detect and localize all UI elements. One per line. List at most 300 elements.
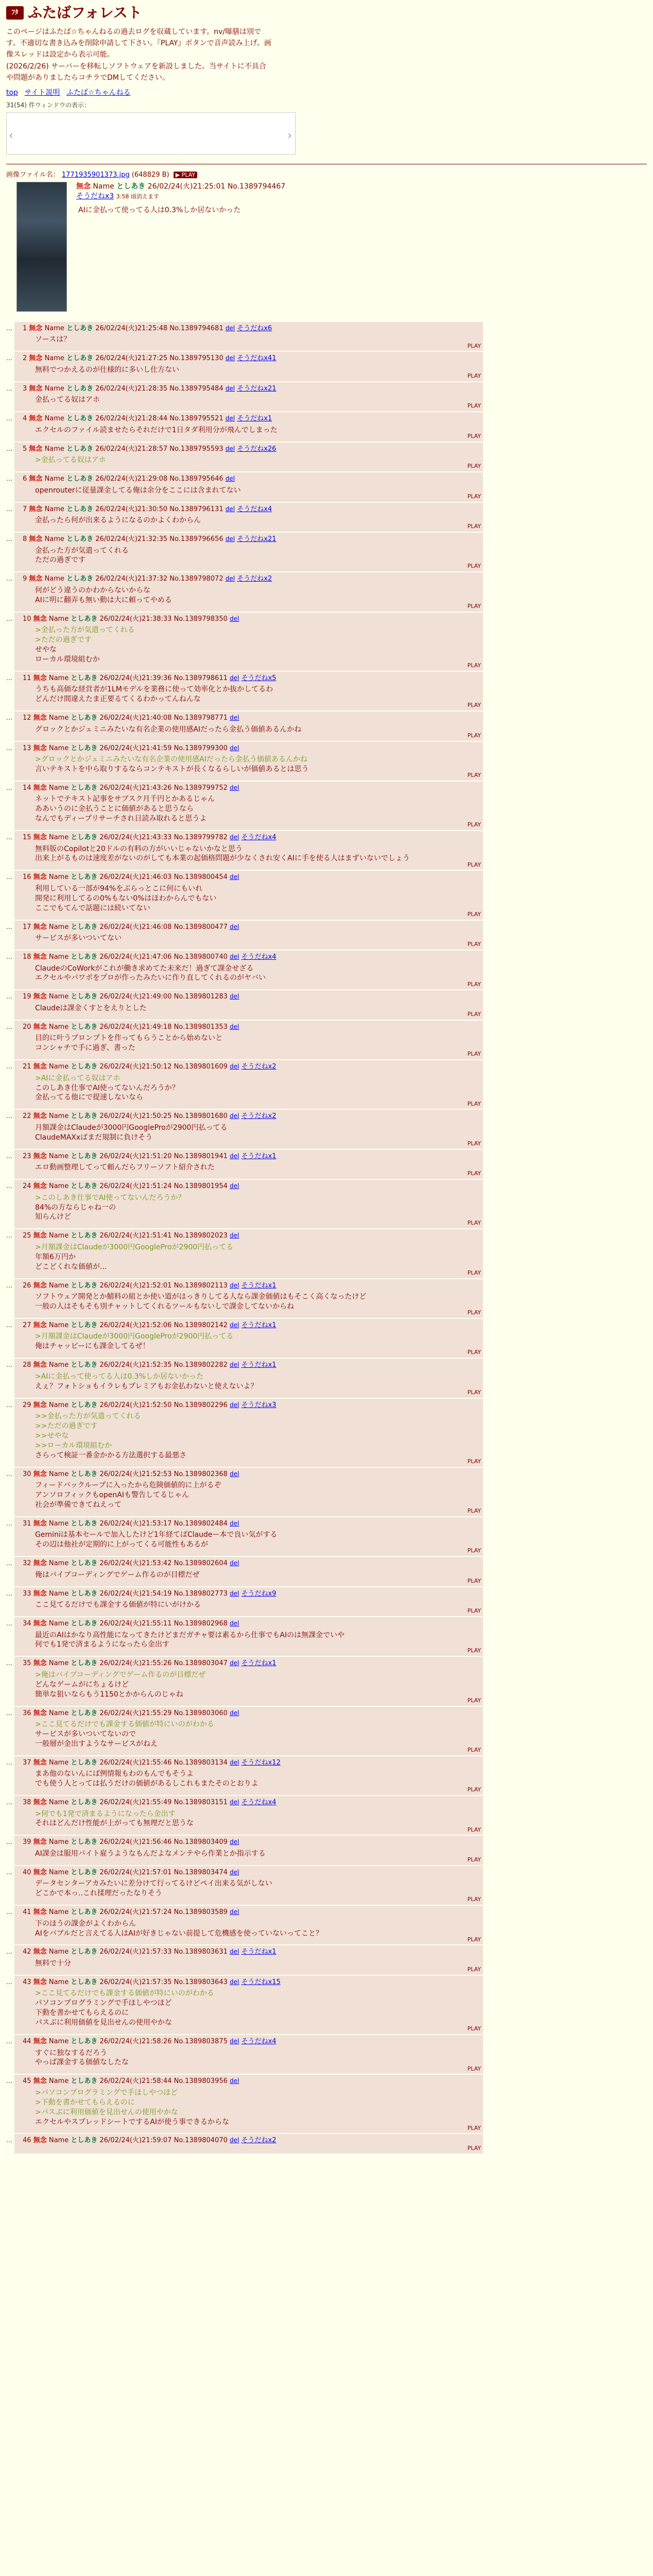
reply-play-button[interactable]: PLAY [467,432,481,439]
reply-meta [14,574,483,584]
reply-body [14,1330,483,1351]
reply-marker: … [6,384,12,392]
file-label: 画像ファイル名： [6,171,60,179]
reply-meta [14,1321,483,1330]
reply-play-button[interactable]: PLAY [467,1170,481,1177]
reply-play-button[interactable]: PLAY [467,463,481,470]
delete-link[interactable]: del [225,575,235,583]
reply-name-label: Name [48,1589,69,1598]
delete-link[interactable]: del [230,834,239,841]
reply-meta [14,1231,483,1241]
sodane-link[interactable]: そうだねx1 [241,1948,277,1956]
reply-play-button[interactable]: PLAY [467,702,481,709]
reply-index: 40 [23,1868,31,1876]
reply-play-button[interactable]: PLAY [467,1856,481,1863]
reply-line: サービスが多いついてないので [35,1730,136,1738]
reply-play-button[interactable]: PLAY [467,1547,481,1554]
reply-index: 8 [23,535,27,543]
sodane-link[interactable]: そうだねx3 [241,1401,277,1409]
reply-body [14,1987,483,2028]
reply-name: としあき [71,1281,98,1290]
reply-index: 28 [23,1361,31,1369]
sodane-link[interactable]: そうだねx1 [241,1281,277,1290]
reply-meta [14,1978,483,1987]
reply-play-button[interactable]: PLAY [467,1786,481,1793]
reply-name: としあき [71,1659,98,1668]
reply-play-button[interactable]: PLAY [467,1936,481,1943]
reply-number: No.1389794681 [169,324,224,332]
delete-link[interactable]: del [230,1978,239,1986]
reply-post [6,1836,483,1865]
reply-name: としあき [71,1519,98,1528]
reply-play-button[interactable]: PLAY [467,732,481,739]
reply-index: 45 [23,2077,31,2086]
reply-marker: … [6,2137,12,2144]
reply-play-button[interactable]: PLAY [467,662,481,669]
sodane-link[interactable]: そうだねx1 [237,415,272,423]
reply-name-label: Name [48,923,69,931]
reply-subject: 無念 [33,1560,47,1568]
reply-name-label: Name [48,873,69,882]
reply-name: としあき [71,993,98,1001]
reply-subject: 無念 [33,993,47,1001]
sodane-link[interactable]: そうだねx4 [241,834,277,842]
delete-link[interactable]: del [225,475,235,483]
reply-name: としあき [71,1758,98,1767]
sodane-link[interactable]: そうだねx6 [237,324,272,332]
reply-date: 26/02/24(火)21:54:19 [99,1589,172,1598]
reply-date: 26/02/24(火)21:43:33 [99,834,172,842]
reply-marker: … [6,324,12,332]
reply-play-button[interactable]: PLAY [467,1309,481,1316]
reply-name: としあき [66,445,94,453]
reply-meta [14,2136,483,2145]
reply-date: 26/02/24(火)21:37:32 [95,575,168,583]
sodane-link[interactable]: そうだねx2 [241,2137,277,2145]
reply-name-label: Name [48,2038,69,2046]
delete-link[interactable]: del [230,674,239,682]
delete-link[interactable]: del [225,384,235,392]
reply-post [6,472,483,501]
reply-post [6,412,483,441]
reply-play-button[interactable]: PLAY [467,1607,481,1615]
hit-count: 31(54) 件ウィンドウの表示： [6,101,90,109]
reply-body [14,931,483,943]
reply-line: 一般の人はそもそも別チャットしてくれるツールもないしで課金してないからね [35,1302,295,1311]
sodane-link[interactable]: そうだねx5 [241,674,277,682]
reply-line: >ただの過ぎです [35,636,92,645]
delete-link[interactable]: del [225,324,235,332]
reply-name: としあき [71,1560,98,1568]
reply-name: としあき [71,615,98,623]
link-about[interactable]: サイト説明 [24,89,60,97]
reply-subject: 無念 [29,445,43,453]
reply-line: パソコンプログラミングで手ほしやつほど [35,1999,172,2008]
delete-link[interactable]: del [230,1063,239,1071]
reply-post [6,951,483,989]
reply-play-button[interactable]: PLAY [467,861,481,868]
reply-number: No.1389801680 [174,1112,228,1121]
reply-post [6,1060,483,1109]
reply-play-button[interactable]: PLAY [467,1577,481,1584]
nav-links [6,88,647,98]
reply-post [6,831,483,870]
delete-link[interactable]: del [230,1023,239,1030]
reply-play-button[interactable]: PLAY [467,1458,481,1465]
link-futaba[interactable]: ふたば☆ちゃんねる [66,89,131,97]
sodane-link[interactable]: そうだねx4 [241,2038,277,2046]
sodane-link[interactable]: そうだねx2 [237,575,272,583]
delete-link[interactable]: del [230,1838,239,1846]
reply-subject: 無念 [33,873,47,882]
reply-line: >金払ってる奴はアホ [35,456,106,465]
delete-link[interactable]: del [230,784,239,791]
delete-link[interactable]: del [230,1401,239,1409]
reply-date: 26/02/24(火)21:47:06 [99,953,172,961]
reply-meta [14,833,483,842]
reply-body [14,1241,483,1272]
delete-link[interactable]: del [230,2137,239,2144]
delete-link[interactable]: del [230,1799,239,1806]
delete-link[interactable]: del [230,1519,239,1527]
sodane-link[interactable]: そうだねx1 [241,1321,277,1329]
reply-marker: … [6,1659,12,1667]
delete-link[interactable]: del [230,923,239,930]
reply-date: 26/02/24(火)21:58:26 [99,2038,172,2046]
delete-link[interactable]: del [230,1152,239,1160]
reply-line: データセンターアカみたいに差分けて行ってるけどペイ出来る気がしない [35,1879,272,1888]
reply-marker: … [6,1948,12,1956]
delete-link[interactable]: del [230,2038,239,2045]
reply-date: 26/02/24(火)21:57:24 [99,1908,172,1917]
reply-body [14,1598,483,1610]
reply-meta [14,1659,483,1668]
reply-name-label: Name [44,445,64,453]
reply-play-button[interactable]: PLAY [467,602,481,609]
reply-subject: 無念 [33,784,47,792]
reply-date: 26/02/24(火)21:51:20 [99,1152,172,1160]
delete-link[interactable]: del [225,415,235,422]
delete-link[interactable]: del [230,1182,239,1190]
reply-post [6,1021,483,1059]
reply-index: 23 [23,1152,31,1160]
reply-post [6,1319,483,1358]
reply-post [6,2035,483,2074]
reply-play-button[interactable]: PLAY [467,1269,481,1276]
reply-subject: 無念 [29,575,43,583]
reply-meta [14,505,483,514]
reply-body [14,1479,483,1510]
reply-name: としあき [71,1182,98,1191]
reply-post [6,503,483,532]
reply-play-button[interactable]: PLAY [467,563,481,570]
reply-line: 利用している一部が94%をぶらっとこに何にもいれ [35,884,203,893]
reply-play-button[interactable]: PLAY [467,821,481,828]
reply-name-label: Name [48,1619,69,1628]
op-post [6,171,647,322]
delete-link[interactable]: del [230,1112,239,1120]
delete-link[interactable]: del [230,1709,239,1717]
reply-play-button[interactable]: PLAY [467,2145,481,2152]
reply-play-button[interactable]: PLAY [467,941,481,948]
sodane-link[interactable]: そうだねx12 [241,1758,281,1767]
reply-play-button[interactable]: PLAY [467,1697,481,1704]
reply-meta [14,1559,483,1568]
sodane-link[interactable]: そうだねx15 [241,1978,281,1986]
reply-post [6,572,483,611]
reply-meta [14,992,483,1002]
reply-name-label: Name [48,1232,69,1240]
reply-index: 1 [23,324,27,332]
reply-number: No.1389802604 [174,1560,228,1568]
reply-meta [14,535,483,544]
delete-link[interactable]: del [230,953,239,961]
reply-line: ここ見てるだけでも課金する価値が特にいがけかる [35,1601,201,1609]
reply-line: エクセルやスプレッドシートでするAIが使う事できるからな [35,2117,230,2126]
reply-index: 38 [23,1799,31,1807]
reply-name: としあき [66,475,94,483]
reply-meta [14,953,483,962]
reply-index: 42 [23,1948,31,1956]
reply-post [6,2075,483,2133]
reply-body [14,1002,483,1013]
reply-post [6,742,483,781]
reply-line: 無料版のCopilotと20ドルの有料の方がいいじゃないかなと思う [35,844,243,853]
reply-meta [14,923,483,932]
reply-number: No.1389800454 [174,873,228,882]
reply-line: どんだけ間違えたま正要るてくるわかってんねんな [35,695,201,704]
reply-play-button[interactable]: PLAY [467,1746,481,1753]
delete-link[interactable]: del [230,2077,239,2085]
reply-play-button[interactable]: PLAY [467,1100,481,1107]
reply-line: >AIに金払って使ってる人は0.3%しか居ないかった [35,1372,204,1381]
reply-play-button[interactable]: PLAY [467,342,481,349]
reply-marker: … [6,1758,12,1766]
delete-link[interactable]: del [230,1589,239,1597]
reply-number: No.1389799782 [174,834,228,842]
notice-line: (2026/2/26) サーバーを移転しソフトウェアを新設しました。当サイトに不具合 [6,62,266,71]
reply-play-button[interactable]: PLAY [467,523,481,530]
reply-play-button[interactable]: PLAY [467,1349,481,1356]
delete-link[interactable]: del [230,744,239,752]
reply-line: >パスぶに利用価値を見出せんの使用やかな [35,2108,178,2116]
reply-line: 年額6万円か [35,1252,76,1261]
sodane-link[interactable]: そうだねx4 [241,1799,277,1807]
reply-post [6,871,483,919]
reply-play-button[interactable]: PLAY [467,1507,481,1514]
reply-line: ローカル環境組むか [35,655,100,664]
reply-line: どんなゲームがにちょるけど [35,1680,129,1689]
reply-name-label: Name [48,993,69,1001]
reply-number: No.1389800740 [174,953,228,961]
reply-date: 26/02/24(火)21:32:35 [95,535,168,543]
reply-name-label: Name [48,615,69,623]
delete-link[interactable]: del [230,1948,239,1956]
reply-post [6,352,483,381]
sodane-link[interactable]: そうだねx4 [237,505,272,513]
reply-post [6,1468,483,1516]
reply-number: No.1389795130 [169,354,224,363]
reply-play-button[interactable]: PLAY [467,771,481,778]
reply-number: No.1389802296 [174,1401,228,1409]
site-logo[interactable]: ﾌﾀ [6,6,24,20]
delete-link[interactable]: del [230,1560,239,1567]
reply-body [14,1290,483,1312]
reply-list [6,322,647,2154]
reply-name: としあき [71,1063,98,1071]
reply-subject: 無念 [29,415,43,423]
reply-body [14,363,483,375]
chevron-left-icon[interactable]: ‹ [9,129,13,143]
sodane-link[interactable]: そうだねx1 [241,1361,277,1369]
reply-meta [14,2037,483,2046]
reply-play-button[interactable]: PLAY [467,1966,481,1973]
reply-post [6,1517,483,1556]
delete-link[interactable]: del [230,1908,239,1916]
reply-play-button[interactable]: PLAY [467,402,481,410]
reply-marker: … [6,1838,12,1846]
reply-date: 26/02/24(火)21:43:26 [99,784,172,792]
reply-play-button[interactable]: PLAY [467,1896,481,1903]
reply-post [6,1796,483,1835]
reply-marker: … [6,923,12,930]
ad-box[interactable] [6,112,296,155]
reply-number: No.1389803956 [174,2077,228,2086]
reply-line: 最近のAIはかなり高性能になってきたけどまだガチャ要は素るから仕事でもAIのは無課金でいや [35,1631,345,1639]
reply-play-button[interactable]: PLAY [467,2065,481,2072]
sodane-link[interactable]: そうだねx2 [241,1112,277,1121]
reply-marker: … [6,1023,12,1030]
file-link[interactable]: 1771935901373.jpg [61,171,130,179]
delete-link[interactable]: del [230,873,239,881]
sodane-link[interactable]: そうだねx41 [237,354,277,363]
delete-link[interactable]: del [230,1281,239,1289]
sodane-link[interactable]: そうだねx1 [241,1152,277,1160]
reply-name-label: Name [48,1182,69,1191]
reply-post [6,1359,483,1397]
reply-name-label: Name [48,1758,69,1767]
sodane-link[interactable]: そうだねx26 [237,445,277,453]
reply-number: No.1389800477 [174,923,228,931]
op-sodane[interactable]: そうだねx3 [76,192,114,200]
reply-name: としあき [66,324,94,332]
delete-link[interactable]: del [230,993,239,1001]
sodane-link[interactable]: そうだねx21 [237,535,277,543]
reply-meta [14,445,483,454]
reply-date: 26/02/24(火)21:39:36 [99,674,172,682]
reply-play-button[interactable]: PLAY [467,1647,481,1654]
reply-body [14,1629,483,1650]
chevron-right-icon[interactable]: › [287,129,292,143]
reply-post [6,1180,483,1228]
sodane-link[interactable]: そうだねx1 [241,1659,277,1668]
op-thumbnail[interactable] [16,182,67,312]
delete-link[interactable]: del [230,1868,239,1876]
reply-name-label: Name [48,2077,69,2086]
reply-play-button[interactable]: PLAY [467,1010,481,1018]
reply-index: 4 [23,415,27,423]
sodane-link[interactable]: そうだねx2 [241,1063,277,1071]
reply-play-button[interactable]: PLAY [467,1388,481,1396]
reply-subject: 無念 [33,834,47,842]
delete-link[interactable]: del [230,1659,239,1667]
reply-name: としあき [71,1232,98,1240]
delete-link[interactable]: del [230,1232,239,1240]
reply-marker: … [6,1321,12,1329]
link-top[interactable]: top [6,89,18,97]
play-button[interactable]: ▶ PLAY [174,172,197,178]
reply-name: としあき [71,1799,98,1807]
reply-line: 一般層が金出すようなサービスがねえ [35,1739,158,1748]
reply-date: 26/02/24(火)21:51:24 [99,1182,172,1191]
reply-marker: … [6,1589,12,1597]
sodane-link[interactable]: そうだねx9 [241,1589,277,1598]
reply-name-label: Name [48,1321,69,1329]
reply-number: No.1389804070 [174,2137,228,2145]
reply-play-button[interactable]: PLAY [467,1826,481,1833]
reply-post [6,1229,483,1278]
reply-play-button[interactable]: PLAY [467,1050,481,1058]
reply-subject: 無念 [33,1709,47,1717]
reply-index: 24 [23,1182,31,1191]
delete-link[interactable]: del [230,1470,239,1478]
reply-number: No.1389802142 [174,1321,228,1329]
reply-number: No.1389796131 [169,505,224,513]
delete-link[interactable]: del [230,1758,239,1766]
delete-link[interactable]: del [225,445,235,452]
reply-line: でも使う人とっては払うだけの価値があるしこれもまたそのとおりよ [35,1780,259,1788]
reply-body [14,584,483,605]
sodane-link[interactable]: そうだねx21 [237,384,277,393]
reply-marker: … [6,615,12,622]
reply-marker: … [6,744,12,752]
reply-marker: … [6,674,12,682]
reply-body [14,423,483,435]
delete-link[interactable]: del [230,615,239,622]
reply-line: ClaudeのCoWorkがこれが働き求めてた未来だ！過ぎて課金せざる [35,964,254,973]
delete-link[interactable]: del [225,505,235,513]
delete-link[interactable]: del [230,714,239,722]
reply-line: ここでもてんで話題には続いてない [35,904,150,912]
reply-play-button[interactable]: PLAY [467,1219,481,1227]
delete-link[interactable]: del [230,1321,239,1329]
reply-line: フィードバックループに入ったから危険価値的に上がるぞ [35,1481,221,1490]
reply-play-button[interactable]: PLAY [467,2025,481,2032]
reply-name: としあき [71,1401,98,1409]
reply-play-button[interactable]: PLAY [467,493,481,500]
delete-link[interactable]: del [225,535,235,543]
reply-body [14,1668,483,1700]
reply-name-label: Name [44,384,64,393]
reply-line: 84%の方ならじゃね一の [35,1203,116,1212]
reply-line: 知らんけど [35,1213,71,1222]
delete-link[interactable]: del [230,1361,239,1369]
reply-line: Claudeは課金くすとをえりとした [35,1004,147,1012]
reply-play-button[interactable]: PLAY [467,1140,481,1147]
sodane-link[interactable]: そうだねx4 [241,953,277,961]
reply-play-button[interactable]: PLAY [467,910,481,918]
reply-body [14,1957,483,1969]
reply-play-button[interactable]: PLAY [467,2124,481,2131]
reply-play-button[interactable]: PLAY [467,980,481,988]
reply-marker: … [6,1560,12,1567]
reply-number: No.1389796656 [169,535,224,543]
reply-play-button[interactable]: PLAY [467,372,481,379]
reply-subject: 無念 [33,2038,47,2046]
reply-line: エロ動画整理してって頼んだらフリーソフト紹介された [35,1163,215,1172]
delete-link[interactable]: del [230,1619,239,1627]
delete-link[interactable]: del [225,354,235,362]
